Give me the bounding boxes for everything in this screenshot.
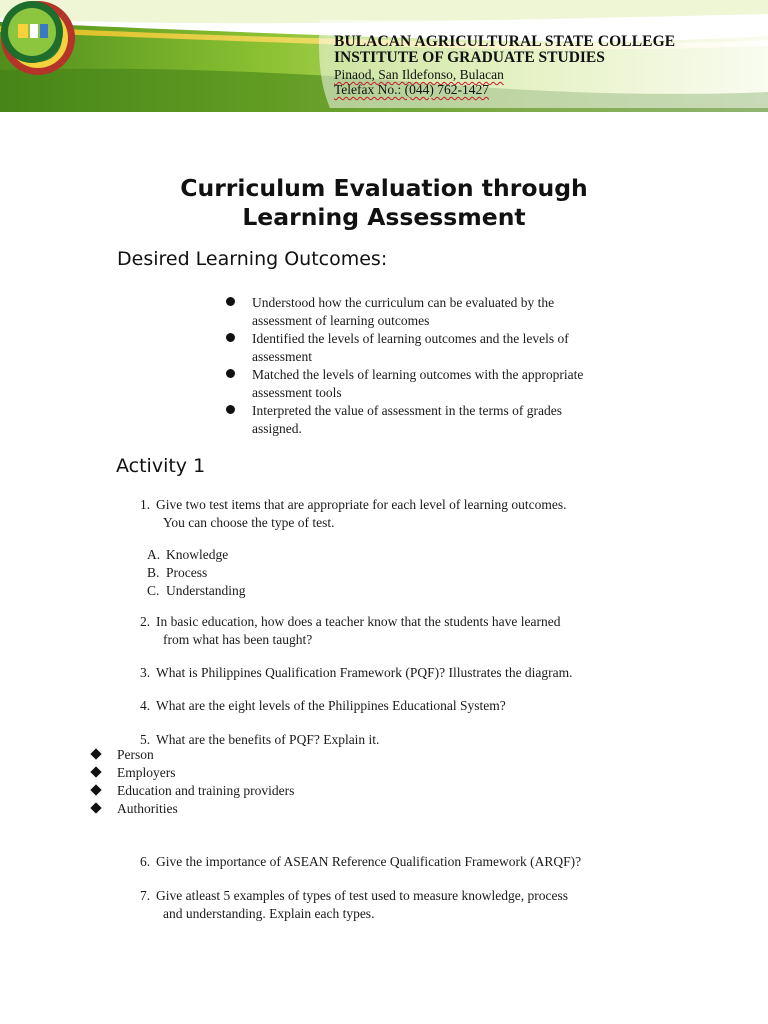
outcomes-list	[226, 294, 646, 438]
outcomes-heading: Desired Learning Outcomes:	[117, 248, 388, 270]
outcome-item: Identified the levels of learning outcomes and the levels of assessment	[226, 330, 646, 366]
pqf-benefits-list	[90, 746, 294, 818]
list-item: Education and training providers	[90, 782, 294, 800]
letterhead-banner	[0, 0, 768, 112]
address-line: Pinaod, San Ildefonso, Bulacan	[334, 67, 504, 82]
question-item: 3. What is Philippines Qualification Framework (PQF)? Illustrates the diagram.	[140, 665, 573, 680]
list-item: B. Process	[147, 565, 208, 580]
list-item: Authorities	[90, 800, 294, 818]
question-item: 1. Give two test items that are appropriate for each level of learning outcomes. You can choose the type of test.	[140, 497, 567, 530]
learning-levels-list	[147, 546, 245, 600]
institute-name: INSTITUTE OF GRADUATE STUDIES	[334, 49, 605, 66]
question-item: 5. What are the benefits of PQF? Explain it.	[140, 732, 380, 747]
question-item: 2. In basic education, how does a teacher know that the students have learned from what has been taught?	[140, 614, 561, 647]
outcome-item: Understood how the curriculum can be evaluated by the assessment of learning outcomes	[226, 294, 646, 330]
outcome-item: Matched the levels of learning outcomes with the appropriate assessment tools	[226, 366, 646, 402]
diamond-bullet-icon	[90, 784, 101, 795]
institution-name: BULACAN AGRICULTURAL STATE COLLEGE	[334, 33, 676, 50]
diamond-bullet-icon	[90, 766, 101, 777]
graduate-studies-logo	[0, 0, 64, 64]
diamond-bullet-icon	[90, 748, 101, 759]
question-item: 7. Give atleast 5 examples of types of test used to measure knowledge, process and understanding. Explain each types.	[140, 888, 569, 921]
telefax-line: Telefax No.: (044) 762-1427	[334, 82, 490, 97]
page-title	[0, 174, 768, 232]
title-line-2: Learning Assessment	[242, 203, 526, 231]
bullet-dot-icon	[226, 333, 235, 342]
outcome-item: Interpreted the value of assessment in the terms of grades assigned.	[226, 402, 646, 438]
title-line-1: Curriculum Evaluation through	[180, 174, 588, 202]
list-item: A. Knowledge	[147, 547, 229, 562]
diamond-bullet-icon	[90, 802, 101, 813]
bullet-dot-icon	[226, 297, 235, 306]
list-item: Person	[90, 746, 294, 764]
activity-heading: Activity 1	[116, 455, 206, 477]
list-item: Employers	[90, 764, 294, 782]
question-item: 4. What are the eight levels of the Philippines Educational System?	[140, 698, 506, 713]
bullet-dot-icon	[226, 369, 235, 378]
bullet-dot-icon	[226, 405, 235, 414]
question-item: 6. Give the importance of ASEAN Reference Qualification Framework (ARQF)?	[140, 854, 582, 869]
list-item: C. Understanding	[147, 583, 246, 598]
